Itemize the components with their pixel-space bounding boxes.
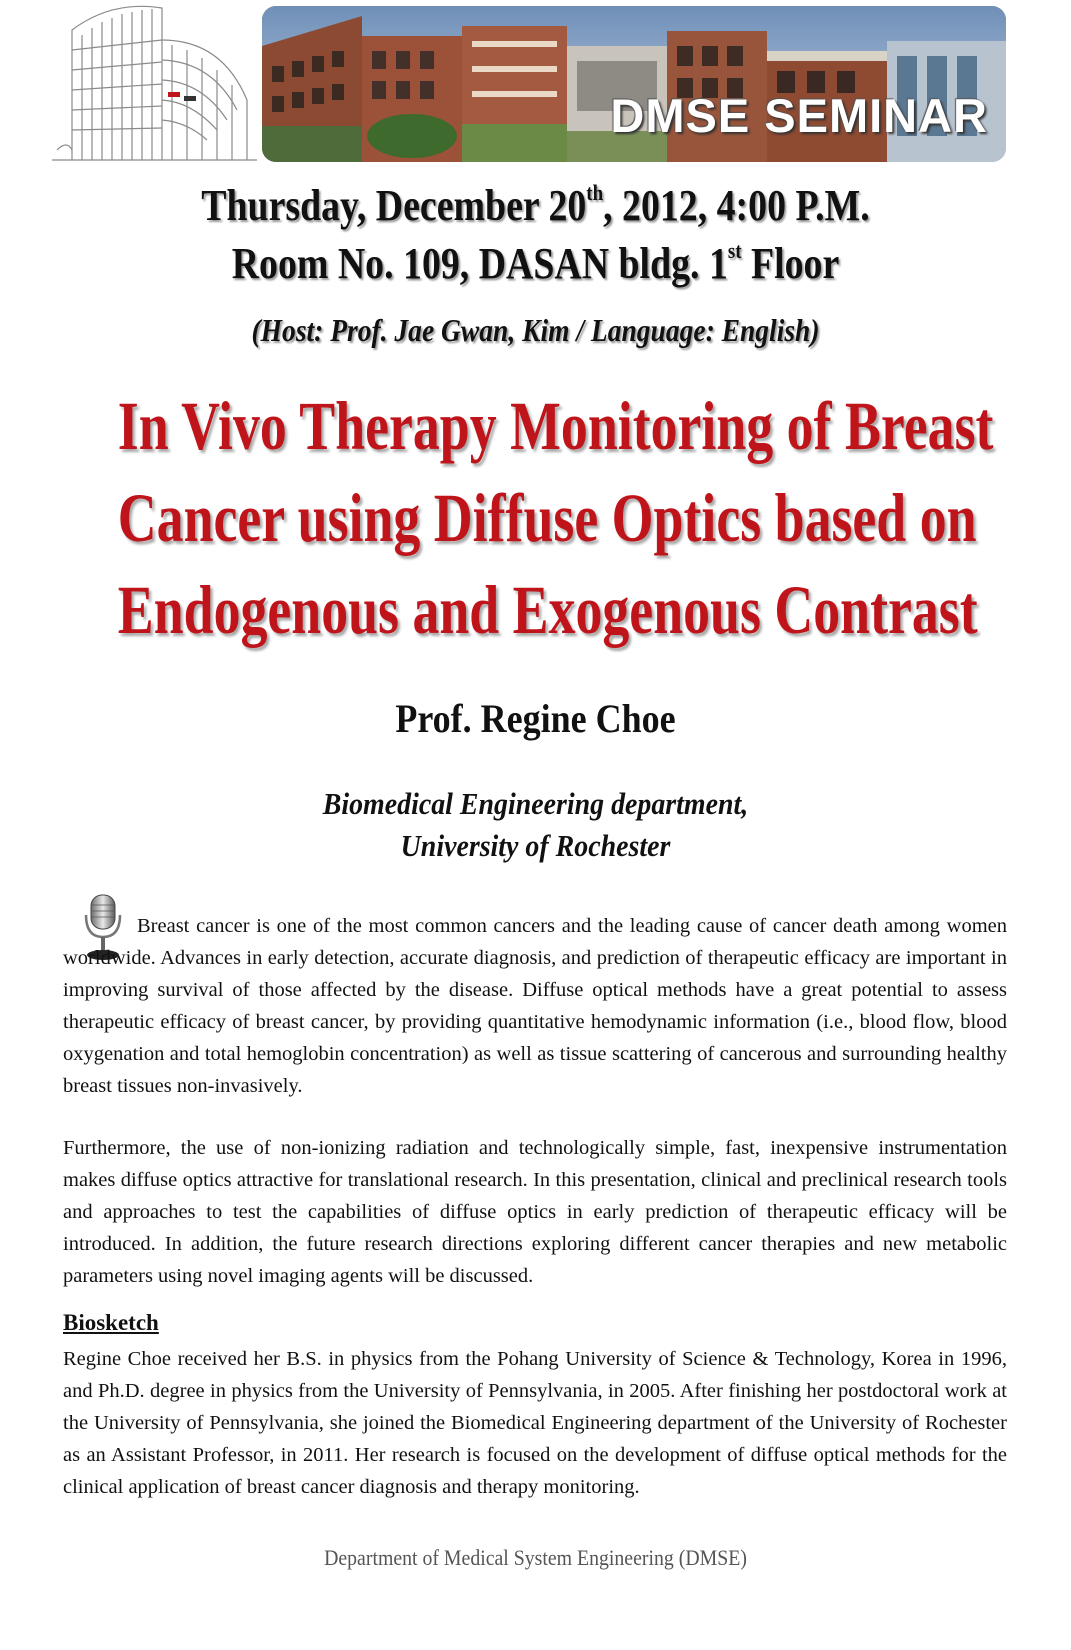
talk-title-line: Endogenous and Exogenous Contrast xyxy=(117,572,978,648)
event-host: (Host: Prof. Jae Gwan, Kim / Language: English) xyxy=(251,312,820,348)
talk-title-line: Cancer using Diffuse Optics based on xyxy=(117,480,977,556)
seminar-banner xyxy=(0,0,1071,175)
speaker-affiliation: Biomedical Engineering department, University of Rochester xyxy=(322,786,749,863)
building-line-drawing-icon xyxy=(52,0,257,168)
abstract-paragraph-2: Furthermore, the use of non-ionizing radiation and technologically simple, fast, inexpensive instrumentation makes diffuse optics attractive for translational research. In this presentation, clinical and preclinical research tools and approaches to test the capabilities of diffuse optics in early prediction of therapeutic efficacy will be introduced. In addition, the future research directions exploring different cancer therapies and new metabolic parameters using novel imaging agents will be discussed. xyxy=(63,1137,1007,1287)
event-date-time: Thursday, December 20th, 2012, 4:00 P.M. xyxy=(201,180,870,230)
campus-photo-strip xyxy=(262,6,1006,162)
talk-title-line: In Vivo Therapy Monitoring of Breast xyxy=(117,388,994,464)
seminar-label: DMSE SEMINAR xyxy=(610,89,988,142)
biosketch-heading: Biosketch xyxy=(63,1310,159,1335)
speaker-name: Prof. Regine Choe xyxy=(395,696,676,741)
abstract-paragraph-1: Breast cancer is one of the most common cancers and the leading cause of cancer death among women worldwide. Advances in early detection, accurate diagnosis, and prediction of therapeutic efficacy are important in improving survival of those affected by the disease. Diffuse optical methods have a great potential to assess therapeutic efficacy of breast cancer, by providing quantitative hemodynamic information (i.e., blood flow, blood oxygenation and total hemoglobin concentration) as well as tissue scattering of cancerous and surrounding healthy breast tissues non-invasively. xyxy=(63,915,1007,1097)
department-footer: Department of Medical System Engineering (DMSE) xyxy=(324,1545,747,1570)
talk-title xyxy=(117,380,994,656)
biosketch-text: Regine Choe received her B.S. in physics from the Pohang University of Science & Technology, Korea in 1996, and Ph.D. degree in physics from the University of Pennsylvania, in 2005. After finishing her postdoctoral work at the University of Pennsylvania, she joined the Biomedical Engineering department of the University of Rochester as an Assistant Professor, in 2011. Her research is focused on the development of diffuse optical methods for the clinical application of breast cancer diagnosis and therapy monitoring. xyxy=(63,1348,1007,1498)
event-room: Room No. 109, DASAN bldg. 1st Floor xyxy=(231,238,840,288)
